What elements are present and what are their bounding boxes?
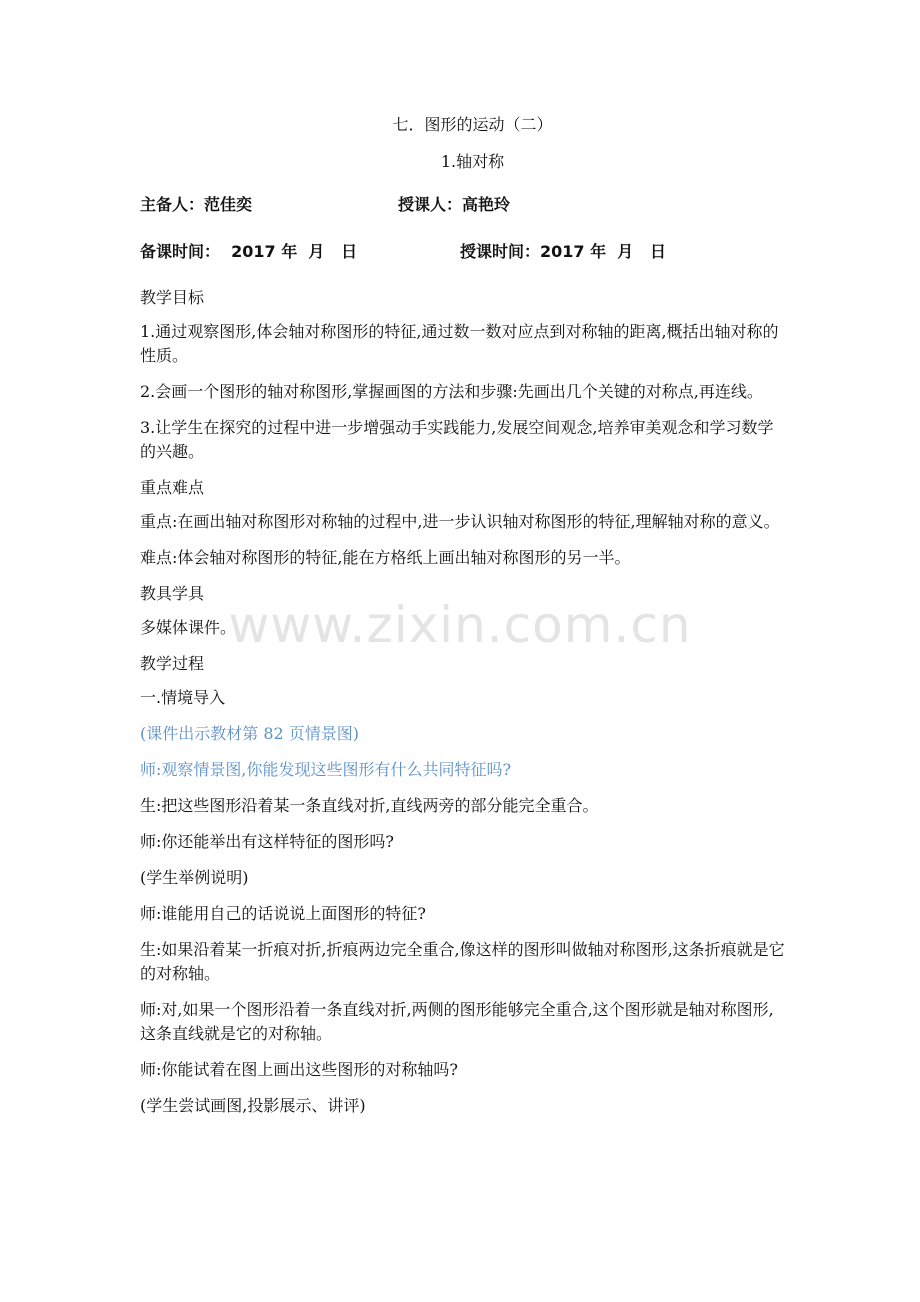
- paragraph: 生:如果沿着某一折痕对折,折痕两边完全重合,像这样的图形叫做轴对称图形,这条折痕就是它的对称轴。: [140, 940, 785, 983]
- paragraph: 1.通过观察图形,体会轴对称图形的特征,通过数一数对应点到对称轴的距离,概括出轴对称的性质。: [140, 322, 779, 365]
- paragraph: 师:你能试着在图上画出这些图形的对称轴吗?: [140, 1060, 458, 1079]
- paragraph: (学生尝试画图,投影展示、讲评): [140, 1096, 366, 1115]
- document-subtitle: 1.轴对称: [440, 152, 505, 171]
- paragraph: 师:对,如果一个图形沿着一条直线对折,两侧的图形能够完全重合,这个图形就是轴对称图形,这条直线就是它的对称轴。: [140, 1000, 774, 1043]
- author-row: [140, 192, 785, 215]
- section-heading: 教学目标: [140, 288, 205, 307]
- lesson-body: [140, 286, 785, 1118]
- section-heading: 教学过程: [140, 654, 205, 673]
- prep-time-label: 备课时间： 2017 年 月 日: [140, 242, 358, 261]
- section-heading: 重点难点: [140, 478, 205, 497]
- paragraph: (学生举例说明): [140, 868, 249, 887]
- time-row: [140, 239, 785, 262]
- paragraph: 生:把这些图形沿着某一条直线对折,直线两旁的部分能完全重合。: [140, 796, 599, 815]
- preparer-label: 主备人：范佳奕: [140, 195, 253, 214]
- paragraph: 师:观察情景图,你能发现这些图形有什么共同特征吗?: [140, 760, 512, 779]
- paragraph: 重点:在画出轴对称图形对称轴的过程中,进一步认识轴对称图形的特征,理解轴对称的意义。: [140, 512, 780, 531]
- document-title: 七．图形的运动（二）: [392, 115, 553, 134]
- paragraph: 3.让学生在探究的过程中进一步增强动手实践能力,发展空间观念,培养审美观念和学习数学的兴趣。: [140, 418, 774, 461]
- section-heading: 教具学具: [140, 584, 205, 603]
- paragraph: 一.情境导入: [140, 688, 226, 707]
- paragraph: 师:谁能用自己的话说说上面图形的特征?: [140, 904, 426, 923]
- paragraph: 多媒体课件。: [140, 618, 237, 637]
- teacher-label: 授课人：高艳玲: [398, 195, 511, 214]
- document-content: [140, 112, 785, 1130]
- paragraph: 2.会画一个图形的轴对称图形,掌握画图的方法和步骤:先画出几个关键的对称点,再连线。: [140, 382, 763, 401]
- paragraph: 难点:体会轴对称图形的特征,能在方格纸上画出轴对称图形的另一半。: [140, 548, 631, 567]
- paragraph: (课件出示教材第 82 页情景图): [140, 724, 360, 743]
- paragraph: 师:你还能举出有这样特征的图形吗?: [140, 832, 394, 851]
- class-time-label: 授课时间：2017 年 月 日: [460, 242, 666, 261]
- watermark: www.zixin.com.cn: [228, 596, 692, 654]
